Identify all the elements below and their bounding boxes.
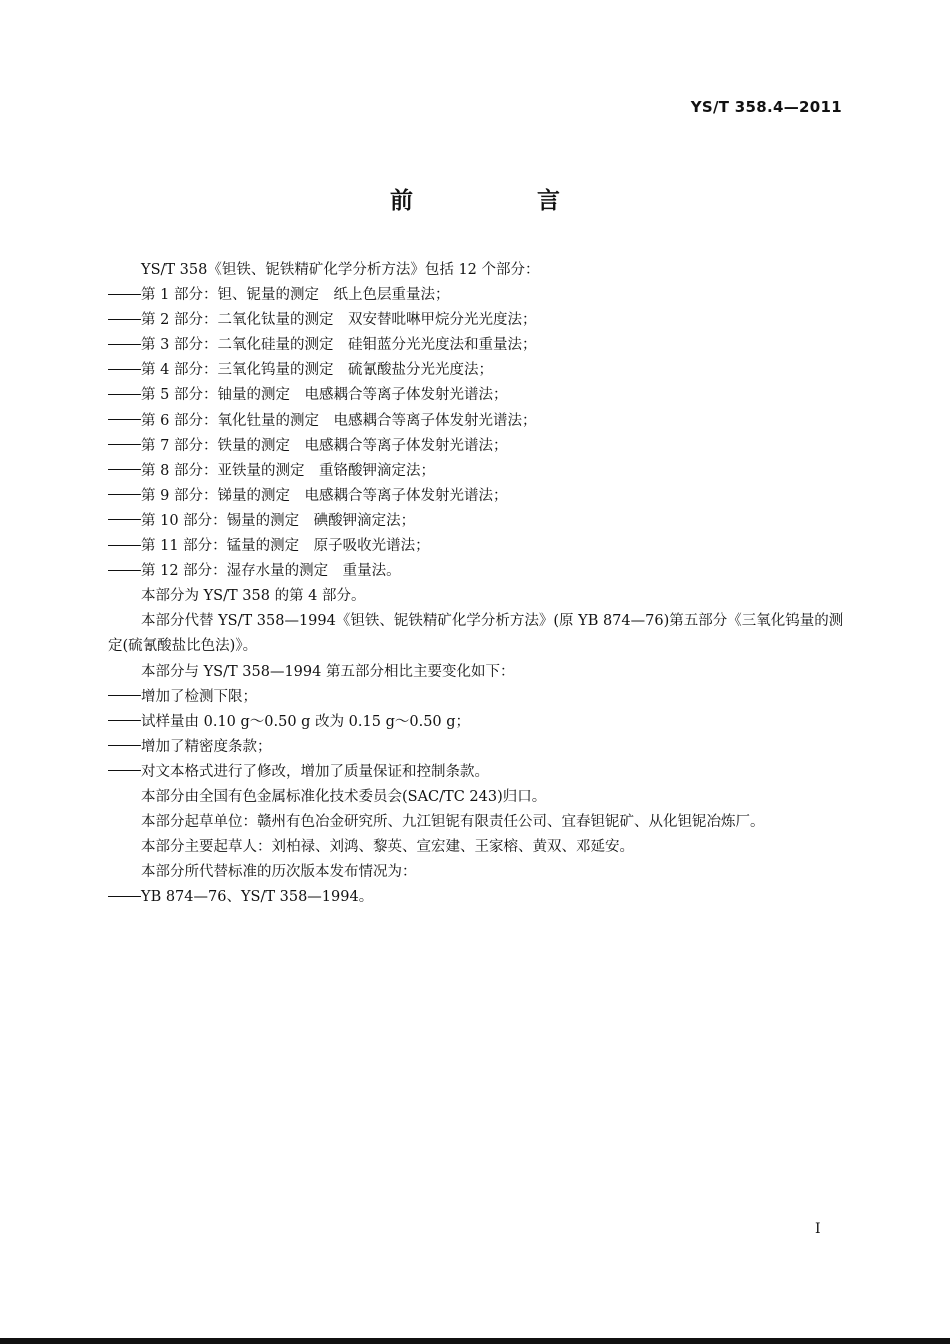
list-item: 第 2 部分：二氧化钛量的测定 双安替吡啉甲烷分光光度法； [108,308,844,333]
dash-mark [108,444,141,445]
list-item: 增加了检测下限； [108,685,844,710]
list-item: 第 5 部分：铀量的测定 电感耦合等离子体发射光谱法； [108,383,844,408]
dash-mark [108,745,141,746]
list-item: 第 4 部分：三氧化钨量的测定 硫氰酸盐分光光度法； [108,358,844,383]
paragraph: 本部分与 YS/T 358—1994 第五部分相比主要变化如下： [141,663,515,680]
list-item: 第 8 部分：亚铁量的测定 重铬酸钾滴定法； [108,459,844,484]
list-item: 第 10 部分：锡量的测定 碘酸钾滴定法； [108,509,844,534]
paragraph: 本部分代替 YS/T 358—1994《钽铁、铌铁精矿化学分析方法》(原 YB 874—76)第五部分《三氧化钨量的测定(硫氰酸盐比色法)》。 [108,613,844,655]
list-item: 第 1 部分：钽、铌量的测定 纸上色层重量法； [108,283,844,308]
paragraph: 本部分所代替标准的历次版本发布情况为： [141,864,417,881]
dash-mark [108,545,141,546]
paragraph: 本部分主要起草人：刘柏禄、刘鸿、黎英、宣宏建、王家榕、黄双、邓延安。 [141,839,634,856]
list-item: 试样量由 0.10 g～0.50 g 改为 0.15 g～0.50 g； [108,710,844,735]
dash-mark [108,770,141,771]
dash-mark [108,720,141,721]
dash-mark [108,519,141,520]
paragraph: 本部分起草单位：赣州有色冶金研究所、九江钽铌有限责任公司、宜春钽铌矿、从化钽铌冶炼厂。 [141,814,765,831]
list-item: 第 6 部分：氧化钍量的测定 电感耦合等离子体发射光谱法； [108,409,844,434]
list-item: YB 874—76、YS/T 358—1994。 [108,885,844,910]
dash-mark [108,419,141,420]
bottom-rule [0,1338,950,1344]
list-item: 第 3 部分：二氧化硅量的测定 硅钼蓝分光光度法和重量法； [108,333,844,358]
dash-mark [108,896,141,897]
paragraph: 本部分由全国有色金属标准化技术委员会(SAC/TC 243)归口。 [141,788,547,805]
page-title: 前 言 [389,188,618,214]
foreword-body [108,258,844,910]
page-number: I [815,1221,821,1237]
dash-mark [108,469,141,470]
dash-mark [108,394,141,395]
list-item: 对文本格式进行了修改，增加了质量保证和控制条款。 [108,760,844,785]
dash-mark [108,369,141,370]
standard-code: YS/T 358.4—2011 [690,98,842,116]
dash-mark [108,294,141,295]
list-item: 增加了精密度条款； [108,735,844,760]
list-item: 第 11 部分：锰量的测定 原子吸收光谱法； [108,534,844,559]
dash-mark [108,494,141,495]
dash-mark [108,319,141,320]
list-item: 第 9 部分：锑量的测定 电感耦合等离子体发射光谱法； [108,484,844,509]
dash-mark [108,570,141,571]
paragraph: YS/T 358《钽铁、铌铁精矿化学分析方法》包括 12 个部分： [141,262,540,278]
dash-mark [108,695,141,696]
list-item: 第 12 部分：湿存水量的测定 重量法。 [108,559,844,584]
paragraph: 本部分为 YS/T 358 的第 4 部分。 [141,588,366,605]
dash-mark [108,344,141,345]
list-item: 第 7 部分：铁量的测定 电感耦合等离子体发射光谱法； [108,434,844,459]
